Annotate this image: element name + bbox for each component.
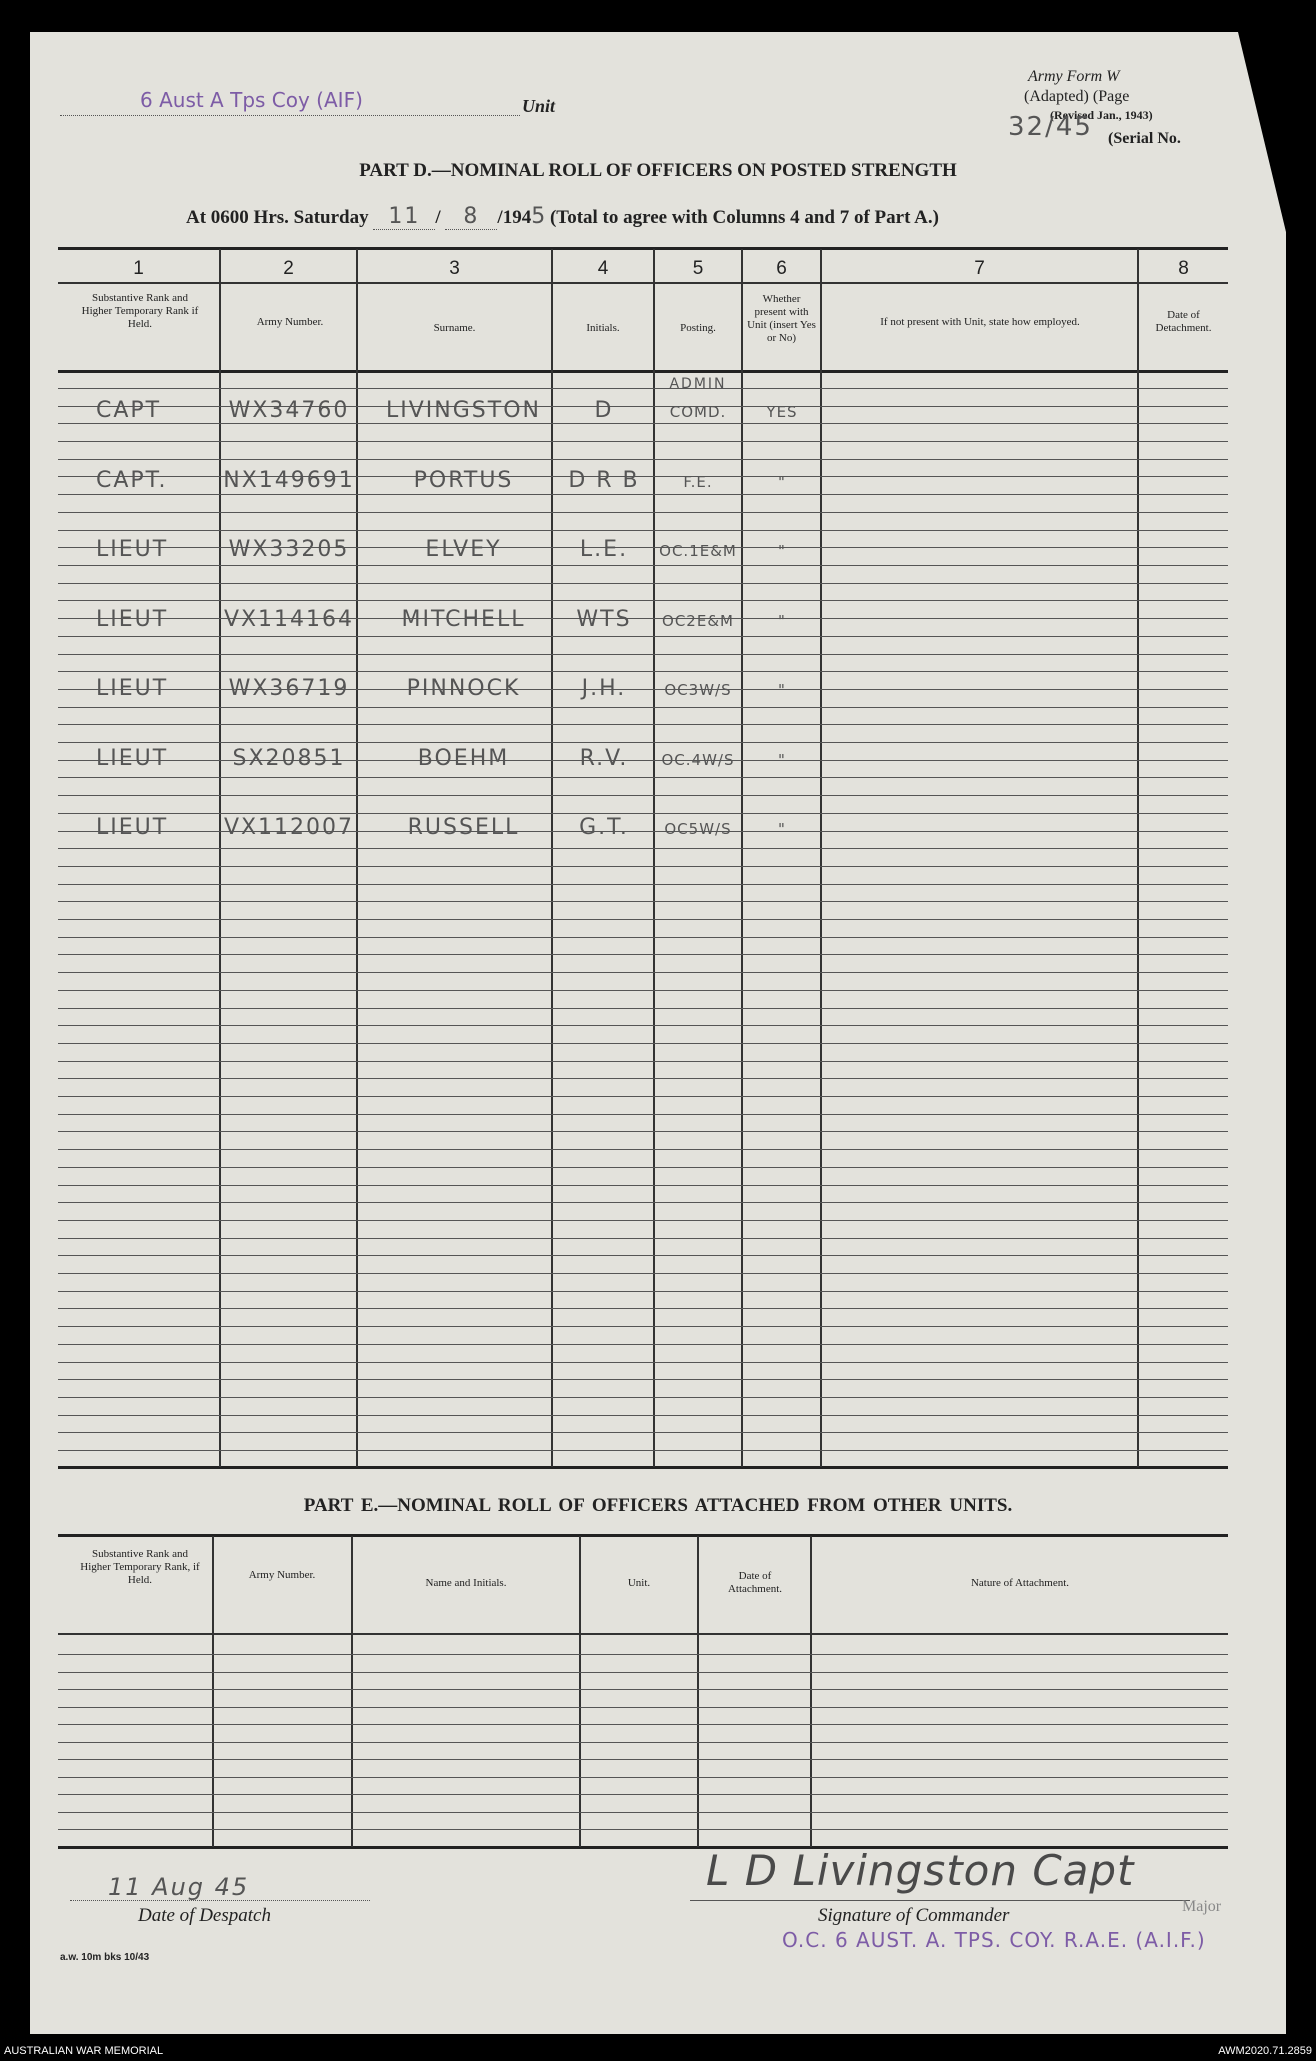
part-e-header-border (58, 1633, 1228, 1635)
ruled-line (58, 1759, 1228, 1760)
ruled-line (58, 1238, 1228, 1239)
col-divider (653, 249, 655, 1467)
archive-source: AUSTRALIAN WAR MEMORIAL (4, 2045, 164, 2057)
ruled-line (58, 1415, 1228, 1416)
part-d-header-border (58, 370, 1228, 373)
date-suffix: (Total to agree with Columns 4 and 7 of Part A.) (549, 207, 939, 228)
archive-reference: AWM2020.71.2859 (1218, 2045, 1312, 2057)
ruled-line (58, 937, 1228, 938)
part-e-title: PART E.—NOMINAL ROLL OF OFFICERS ATTACHED FROM OTHER UNITS. (303, 1495, 1013, 1516)
ruled-line (58, 1167, 1228, 1168)
col-number: 4 (597, 258, 609, 279)
ruled-line (58, 1291, 1228, 1292)
ruled-line (58, 583, 1228, 584)
signature-label: Signature of Commander (818, 1905, 1010, 1926)
cell-army-number: NX149691 (223, 467, 355, 493)
e-header-unit: Unit. (627, 1577, 651, 1589)
unit-line (60, 115, 520, 117)
cell-present: " (778, 611, 786, 630)
cell-rank: LIEUT (96, 537, 169, 562)
ruled-line (58, 530, 1228, 531)
e-header-army-number: Army Number. (248, 1569, 316, 1581)
cell-army-number: SX20851 (232, 745, 346, 771)
cell-present: " (778, 750, 786, 769)
ruled-line (58, 1362, 1228, 1363)
ruled-line (58, 1096, 1228, 1097)
cell-initials: WTS (576, 606, 632, 632)
ruled-line (58, 565, 1228, 566)
cell-rank: LIEUT (96, 676, 169, 701)
col-number: 1 (133, 258, 144, 279)
form-revised: (Revised Jan., 1943) (1050, 108, 1153, 122)
ruled-line (58, 1432, 1228, 1433)
cell-initials: D R B (568, 467, 640, 493)
col-number: 2 (283, 258, 294, 279)
ruled-line (58, 972, 1228, 973)
ruled-line (58, 848, 1228, 849)
cell-initials: D (594, 398, 614, 423)
part-e-top-border (58, 1534, 1228, 1537)
cell-rank: CAPT (96, 398, 162, 423)
ruled-line (58, 1273, 1228, 1274)
e-header-date: Date of Attachment. (727, 1570, 783, 1595)
ruled-line (58, 1397, 1228, 1398)
cell-present: " (778, 681, 786, 699)
ruled-line (58, 600, 1228, 601)
despatch-label: Date of Despatch (138, 1905, 271, 1926)
ruled-line (58, 1078, 1228, 1079)
unit-label: Unit (522, 96, 556, 116)
ruled-line (58, 954, 1228, 955)
cell-surname: RUSSELL (407, 815, 520, 840)
cell-posting: COMD. (669, 403, 727, 421)
ruled-line (58, 1724, 1228, 1725)
col-header-rank: Substantive Rank and Higher Temporary Rank if Held. (81, 292, 199, 330)
cell-present: " (778, 542, 786, 560)
col-divider (212, 1536, 214, 1847)
col-divider (551, 249, 553, 1467)
cell-rank: CAPT. (96, 467, 168, 493)
cell-present: " (778, 820, 786, 838)
ruled-line (58, 1185, 1228, 1186)
cell-initials: R.V. (579, 745, 629, 771)
ruled-line (58, 919, 1228, 920)
cell-rank: LIEUT (96, 815, 169, 840)
ruled-line (58, 441, 1228, 442)
ruled-line (58, 1061, 1228, 1062)
cell-initials: G.T. (579, 815, 629, 840)
col-header-surname: Surname. (433, 322, 476, 334)
date-year-prefix: 194 (502, 207, 532, 228)
ruled-line (58, 1308, 1228, 1309)
cell-posting: OC5W/S (664, 820, 732, 838)
cell-posting: OC.4W/S (661, 750, 735, 769)
ruled-line (58, 866, 1228, 867)
form-adapted: (Adapted) (Page (1024, 88, 1130, 105)
col-number: 3 (449, 258, 460, 279)
ruled-line (58, 1379, 1228, 1380)
ruled-line (58, 1344, 1228, 1345)
cell-surname: BOEHM (417, 745, 510, 771)
cell-posting: OC3W/S (664, 681, 732, 699)
ruled-line (58, 671, 1228, 672)
ruled-line (58, 1672, 1228, 1673)
ruled-line (58, 884, 1228, 885)
ruled-line (58, 423, 1228, 424)
cell-present: " (778, 472, 786, 491)
ruled-line (58, 1326, 1228, 1327)
ruled-line (58, 990, 1228, 991)
part-d-title: PART D.—NOMINAL ROLL OF OFFICERS ON POSTED STRENGTH (359, 160, 957, 181)
cell-posting: OC2E&M (662, 611, 734, 630)
ruled-line (58, 707, 1228, 708)
cell-surname: MITCHELL (401, 606, 526, 632)
col-header-army-number: Army Number. (256, 316, 324, 328)
commander-signature: L D Livingston Capt (706, 1846, 1135, 1895)
col-number: 7 (974, 258, 985, 279)
part-d-date-line: At 0600 Hrs. Saturday 11 / 8 /1945 (Total to agree with Columns 4 and 7 of Part A.) (186, 204, 939, 229)
despatch-line (70, 1900, 370, 1901)
part-d-bottom-border (58, 1466, 1228, 1469)
e-header-rank: Substantive Rank and Higher Temporary Rank, if Held. (80, 1548, 200, 1586)
col-divider (356, 249, 358, 1467)
ruled-line (58, 901, 1228, 902)
date-prefix: At 0600 Hrs. Saturday (186, 207, 369, 228)
cell-army-number: VX112007 (223, 815, 355, 840)
form-name: Army Form W (1028, 68, 1120, 85)
col-header-detachment: Date of Detachment. (1155, 309, 1212, 334)
ruled-line (58, 1654, 1228, 1655)
serial-label: (Serial No. (1108, 130, 1181, 147)
ruled-line (58, 1025, 1228, 1026)
ruled-line (58, 1794, 1228, 1795)
ruled-line (58, 1114, 1228, 1115)
ruled-line (58, 1829, 1228, 1830)
cell-rank: LIEUT (96, 606, 169, 632)
cell-posting: OC.1E&M (659, 542, 737, 560)
ruled-line (58, 1131, 1228, 1132)
ruled-line (58, 388, 1228, 389)
ruled-line (58, 1450, 1228, 1451)
ruled-line (58, 1220, 1228, 1221)
ruled-line (58, 1742, 1228, 1743)
date-year-digit: 5 (531, 204, 546, 229)
cell-surname: LIVINGSTON (386, 398, 541, 423)
cell-army-number: WX33205 (228, 537, 350, 562)
col-header-initials: Initials. (586, 322, 620, 334)
col-number: 8 (1178, 258, 1189, 279)
cell-army-number: WX36719 (228, 676, 350, 701)
ruled-line (58, 742, 1228, 743)
cell-initials: L.E. (579, 537, 629, 562)
col-number: 5 (692, 258, 704, 279)
cell-surname: PORTUS (413, 467, 514, 493)
ruled-line (58, 1707, 1228, 1708)
col-divider (741, 249, 743, 1467)
serial-value: 32/45 (1008, 112, 1093, 142)
cell-posting-top: ADMIN (669, 376, 727, 392)
ruled-line (58, 636, 1228, 637)
ruled-line (58, 1812, 1228, 1813)
ruled-line (58, 1008, 1228, 1009)
ruled-line (58, 1202, 1228, 1203)
col-header-present: Whether present with Unit (insert Yes or No) (747, 293, 816, 344)
col-divider (697, 1536, 699, 1847)
cell-present: YES (766, 403, 798, 421)
ruled-line (58, 795, 1228, 796)
col-header-employed: If not present with Unit, state how employed. (880, 316, 1080, 328)
cell-surname: ELVEY (425, 537, 502, 562)
ruled-line (58, 512, 1228, 513)
print-code: a.w. 10m bks 10/43 (60, 1952, 150, 1963)
ruled-line (58, 1777, 1228, 1778)
ruled-line (58, 724, 1228, 725)
col-header-posting: Posting. (680, 322, 716, 334)
ruled-line (58, 777, 1228, 778)
ruled-line (58, 1043, 1228, 1044)
ruled-line (58, 813, 1228, 814)
col-divider (820, 249, 822, 1467)
cell-posting: F.E. (683, 472, 713, 491)
signature-line (690, 1900, 1190, 1901)
rank-label: Major (1182, 1898, 1222, 1915)
ruled-line (58, 1255, 1228, 1256)
cell-surname: PINNOCK (406, 676, 521, 701)
date-day: 11 (373, 204, 435, 230)
cell-army-number: WX34760 (228, 398, 350, 423)
despatch-value: 11 Aug 45 (108, 1873, 250, 1901)
date-month: 8 (445, 204, 497, 230)
ruled-line (58, 459, 1228, 460)
ruled-line (58, 494, 1228, 495)
torn-corner (1238, 32, 1286, 232)
e-header-name: Name and Initials. (425, 1577, 507, 1589)
commander-stamp: O.C. 6 AUST. A. TPS. COY. R.A.E. (A.I.F.) (782, 1928, 1206, 1952)
cell-rank: LIEUT (96, 745, 169, 771)
col-number: 6 (776, 258, 787, 279)
part-d-num-border (58, 282, 1228, 284)
ruled-line (58, 1149, 1228, 1150)
unit-value: 6 Aust A Tps Coy (AIF) (140, 88, 363, 112)
part-d-top-border (58, 247, 1228, 250)
cell-initials: J.H. (581, 676, 627, 701)
ruled-line (58, 1689, 1228, 1690)
ruled-line (58, 654, 1228, 655)
col-divider (219, 249, 221, 1467)
e-header-nature: Nature of Attachment. (970, 1577, 1070, 1589)
col-divider (1137, 249, 1139, 1467)
cell-army-number: VX114164 (223, 606, 355, 632)
